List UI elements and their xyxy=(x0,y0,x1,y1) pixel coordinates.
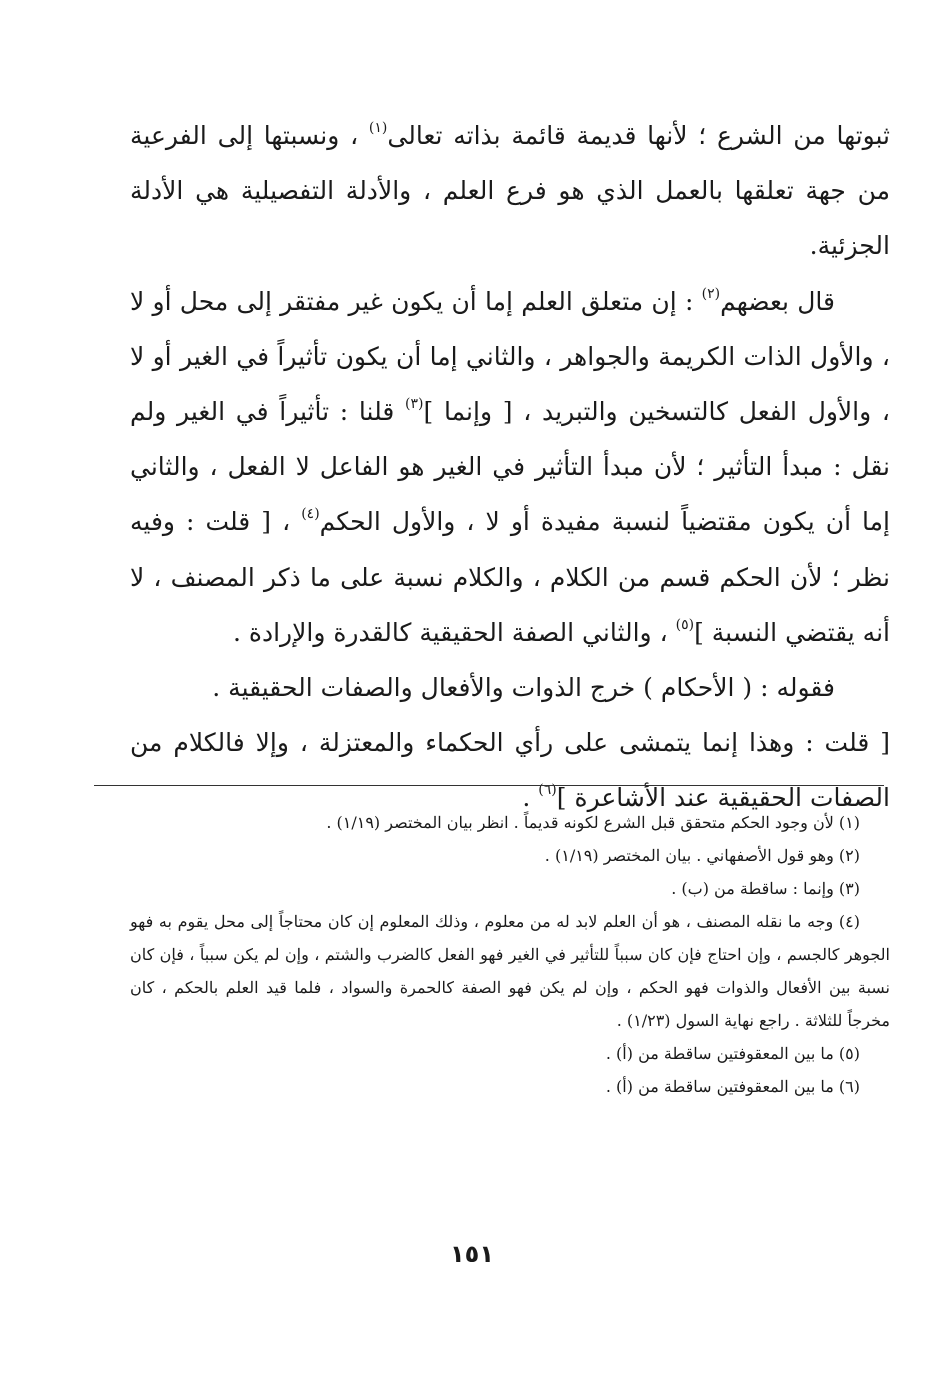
paragraph-2-text-c: قلنا : تأثيراً في الغير ولم نقل : مبدأ التأثير ؛ لأن مبدأ التأثير في الغير هو الفاعل لا الفعل ، والثاني إما أن يكون مقتضياً لنسبة مفيدة أو لا ، والأول الحكم xyxy=(130,397,891,537)
footnote-ref-5: (٥) xyxy=(675,616,695,633)
paragraph-1-text-a: ثبوتها من الشرع ؛ لأنها قديمة قائمة بذاته تعالى xyxy=(387,121,890,150)
footnote-4: (٤) وجه ما نقله المصنف ، هو أن العلم لابد له من معلوم ، وذلك المعلوم إن كان محتاجاً إلى محل يقوم به فهو الجوهر كالجسم ، وإن احتاج فإن كان سبباً للتأثير في الغير فهو الفعل كالضرب والشتم ، وإن لم يكن سبباً ، فإن كان نسبة بين الأفعال والذوات فهو الحكم ، وإن لم يكن فهو الصفة كالحمرة والسواد ، فلما قيد العلم بالحكم ، كان مخرجاً للثلاثة . راجع نهاية السول (١/٢٣) . xyxy=(130,912,891,1030)
footnote-2: (٢) وهو قول الأصفهاني . بيان المختصر (١/١٩) . xyxy=(544,846,860,865)
main-text xyxy=(130,108,890,826)
footnote-ref-6: (٦) xyxy=(538,782,557,799)
footnote-ref-4: (٤) xyxy=(301,506,320,523)
paragraph-3: فقوله : ( الأحكام ) خرج الذوات والأفعال والصفات الحقيقية . xyxy=(212,673,835,703)
paragraph-2-text-a: قال بعضهم xyxy=(720,286,835,316)
footnote-ref-1: (١) xyxy=(368,120,388,136)
paragraph-2-text-d: ، [ قلت : وفيه نظر ؛ لأن الحكم قسم من الكلام ، والكلام نسبة على ما ذكر المصنف ، لا أنه يقتضي النسبة ] xyxy=(130,507,890,647)
footnote-ref-3: (٣) xyxy=(405,396,424,413)
paragraph-2-text-e: ، والثاني الصفة الحقيقية كالقدرة والإرادة . xyxy=(232,617,676,647)
footnote-6: (٦) ما بين المعقوفتين ساقطة من (أ) . xyxy=(605,1077,860,1096)
paragraph-1-text-b: ، ونسبتها إلى الفرعية من جهة تعلقها بالعمل الذي هو فرع العلم ، والأدلة التفصيلية هي الأدلة الجزئية. xyxy=(130,121,890,261)
paragraph-2 xyxy=(130,274,890,660)
paragraph-4-text-a: [ قلت : وهذا إنما يتمشى على رأي الحكماء والمعتزلة ، وإلا فالكلام من الصفات الحقيقية عند الأشاعرة ] xyxy=(130,728,890,813)
paragraph-2-text-b: : إن متعلق العلم إما أن يكون غير مفتقر إلى محل أو لا ، والأول الذات الكريمة والجواهر ، والثاني إما أن يكون تأثيراً في الغير أو لا ، والأول الفعل كالتسخين والتبريد ، [ وإنما ] xyxy=(130,286,890,427)
footnote-5: (٥) ما بين المعقوفتين ساقطة من (أ) . xyxy=(605,1044,860,1063)
footnote-ref-2: (٢) xyxy=(701,285,721,302)
footnotes xyxy=(130,806,890,1103)
footnote-1: (١) لأن وجود الحكم متحقق قبل الشرع لكونه قديماً . انظر بيان المختصر (١/١٩) . xyxy=(326,813,860,832)
footnote-separator xyxy=(94,785,884,786)
paragraph-4-text-b: . xyxy=(522,783,539,813)
paragraph-1 xyxy=(130,108,890,274)
page-number: ١٥١ xyxy=(450,1240,494,1268)
footnote-3: (٣) وإنما : ساقطة من (ب) . xyxy=(671,879,860,898)
